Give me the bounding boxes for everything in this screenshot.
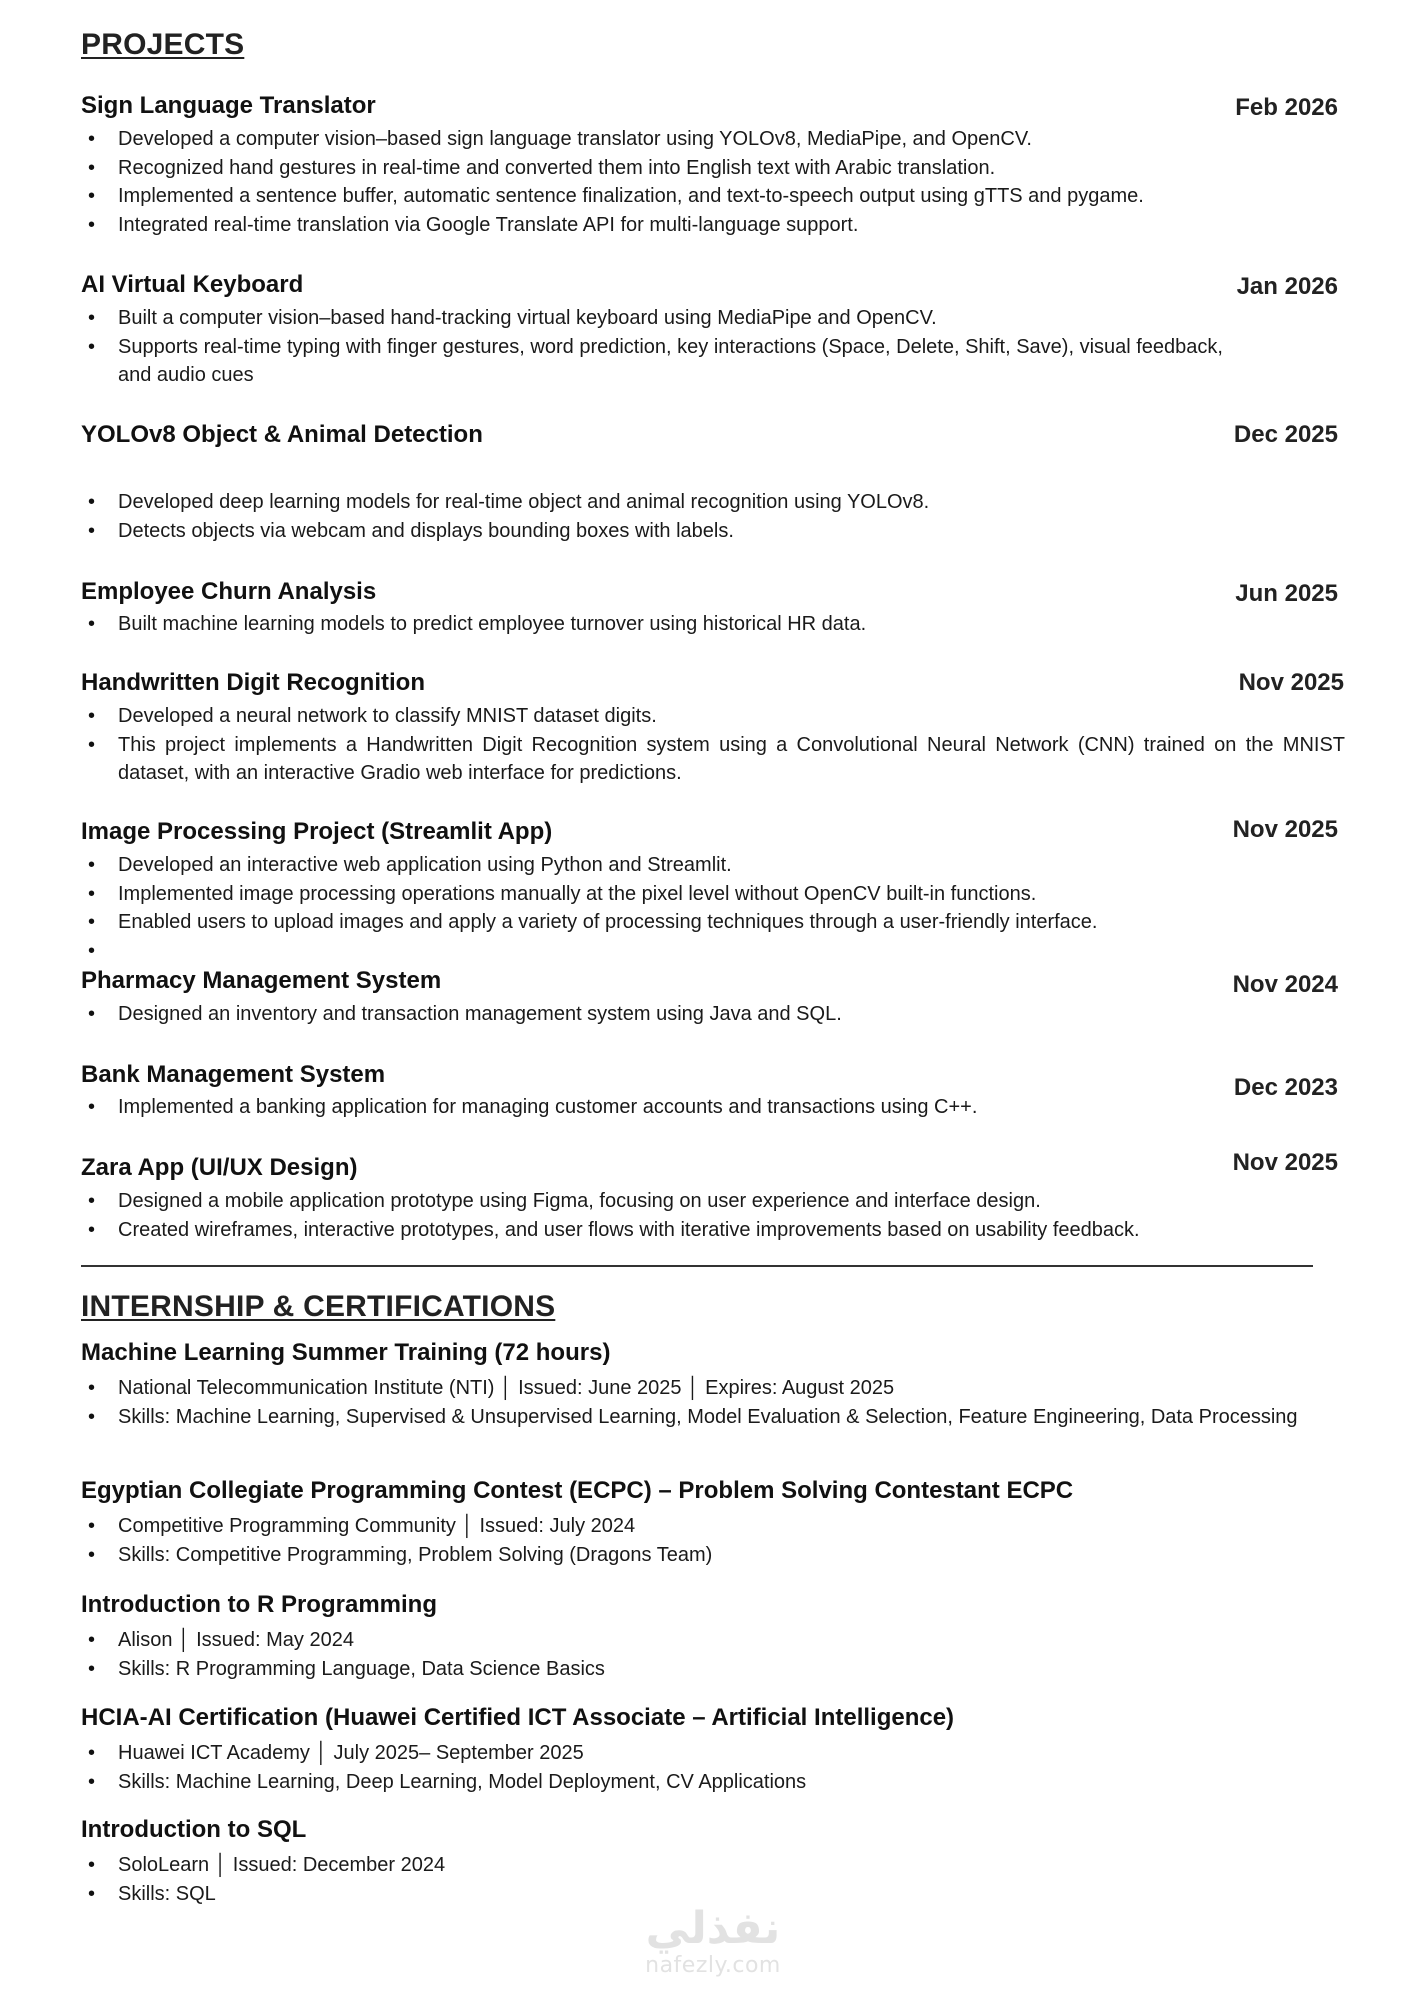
certification-title: Egyptian Collegiate Programming Contest (ECPC) – Problem Solving Contestant ECPC xyxy=(81,1477,1074,1504)
list-item: • Created wireframes, interactive prototypes, and user flows with iterative improvements based on usability feedback. xyxy=(81,1216,1345,1245)
empty-list-item xyxy=(81,937,1345,966)
project-title: Employee Churn Analysis xyxy=(81,578,377,605)
project-bullet-list xyxy=(81,851,1345,965)
list-item: • Designed a mobile application prototype using Figma, focusing on user experience and interface design. xyxy=(81,1187,1345,1216)
list-item: • This project implements a Handwritten Digit Recognition system using a Convolutional Neural Network (CNN) trained on the MNIST dataset, with an interactive Gradio web interface for predictions. xyxy=(81,731,1345,788)
project-date: Jun 2025 xyxy=(1235,580,1338,607)
project-bullet-list xyxy=(81,1093,1345,1122)
section-divider xyxy=(81,1265,1313,1267)
project-bullet-list xyxy=(81,125,1345,239)
list-item: • Developed deep learning models for real-time object and animal recognition using YOLOv8. xyxy=(81,488,1345,517)
list-item: • Developed a neural network to classify MNIST dataset digits. xyxy=(81,702,1345,731)
list-item: • Recognized hand gestures in real-time and converted them into English text with Arabic translation. xyxy=(81,154,1345,183)
certification-bullet-list xyxy=(81,1374,1345,1431)
project-title: Image Processing Project (Streamlit App) xyxy=(81,818,553,845)
certification-bullet-list xyxy=(81,1739,1345,1796)
list-item: • Competitive Programming Community │ Issued: July 2024 xyxy=(81,1512,1345,1541)
project-title: Handwritten Digit Recognition xyxy=(81,669,425,696)
list-item: • Supports real-time typing with finger gestures, word prediction, key interactions (Space, Delete, Shift, Save), visual feedback, and audio cues xyxy=(81,333,1261,390)
list-item: • Developed an interactive web application using Python and Streamlit. xyxy=(81,851,1345,880)
list-item: • Implemented a banking application for managing customer accounts and transactions using C++. xyxy=(81,1093,1345,1122)
certification-title: Introduction to SQL xyxy=(81,1816,307,1843)
list-item: • Built machine learning models to predict employee turnover using historical HR data. xyxy=(81,610,1345,639)
list-item: • Integrated real-time translation via Google Translate API for multi-language support. xyxy=(81,211,1345,240)
project-bullet-list xyxy=(81,1000,1345,1029)
section-heading-projects: PROJECTS xyxy=(81,28,245,61)
watermark-domain-text: nafezly.com xyxy=(645,1953,781,1978)
project-date: Dec 2025 xyxy=(1233,421,1338,448)
watermark-logo xyxy=(628,1905,798,1979)
project-bullet-list xyxy=(81,304,1261,390)
section-heading-certifications: INTERNSHIP & CERTIFICATIONS xyxy=(81,1290,556,1323)
project-bullet-list xyxy=(81,610,1345,639)
certification-bullet-list xyxy=(81,1626,1345,1683)
list-item: • Skills: SQL xyxy=(81,1880,1345,1909)
project-title: Pharmacy Management System xyxy=(81,967,442,994)
list-item: • Huawei ICT Academy │ July 2025– September 2025 xyxy=(81,1739,1345,1768)
certification-title: HCIA-AI Certification (Huawei Certified ICT Associate – Artificial Intelligence) xyxy=(81,1704,955,1731)
project-title: Bank Management System xyxy=(81,1061,386,1088)
certification-title: Introduction to R Programming xyxy=(81,1591,437,1618)
project-bullet-list xyxy=(81,1187,1345,1244)
project-date: Jan 2026 xyxy=(1236,273,1338,300)
list-item: • Skills: Competitive Programming, Problem Solving (Dragons Team) xyxy=(81,1541,1345,1570)
watermark-arabic-text: نفذلي xyxy=(645,1903,781,1954)
list-item: • SoloLearn │ Issued: December 2024 xyxy=(81,1851,1345,1880)
project-title: Sign Language Translator xyxy=(81,92,376,119)
project-date: Nov 2024 xyxy=(1232,971,1338,998)
list-item: • Enabled users to upload images and apply a variety of processing techniques through a user-friendly interface. xyxy=(81,908,1345,937)
project-bullet-list xyxy=(81,702,1345,788)
list-item: • Detects objects via webcam and displays bounding boxes with labels. xyxy=(81,517,1345,546)
project-title: Zara App (UI/UX Design) xyxy=(81,1154,358,1181)
project-date: Nov 2025 xyxy=(1238,669,1344,696)
list-item: • Skills: Machine Learning, Supervised & Unsupervised Learning, Model Evaluation & Selection, Feature Engineering, Data Processing xyxy=(81,1403,1345,1432)
project-date: Nov 2025 xyxy=(1232,816,1338,843)
list-item: • Implemented a sentence buffer, automatic sentence finalization, and text-to-speech output using gTTS and pygame. xyxy=(81,182,1345,211)
certification-title: Machine Learning Summer Training (72 hours) xyxy=(81,1339,611,1366)
project-title: YOLOv8 Object & Animal Detection xyxy=(81,421,483,448)
project-title: AI Virtual Keyboard xyxy=(81,271,304,298)
list-item: • Built a computer vision–based hand-tracking virtual keyboard using MediaPipe and OpenCV. xyxy=(81,304,1261,333)
project-date: Nov 2025 xyxy=(1232,1149,1338,1176)
list-item: • Implemented image processing operations manually at the pixel level without OpenCV built-in functions. xyxy=(81,880,1345,909)
list-item: • Developed a computer vision–based sign language translator using YOLOv8, MediaPipe, and OpenCV. xyxy=(81,125,1345,154)
certification-bullet-list xyxy=(81,1512,1345,1569)
list-item: • Skills: R Programming Language, Data Science Basics xyxy=(81,1655,1345,1684)
list-item: • National Telecommunication Institute (NTI) │ Issued: June 2025 │ Expires: August 2025 xyxy=(81,1374,1345,1403)
list-item: • Designed an inventory and transaction management system using Java and SQL. xyxy=(81,1000,1345,1029)
project-date: Dec 2023 xyxy=(1233,1074,1338,1101)
list-item: • Skills: Machine Learning, Deep Learning, Model Deployment, CV Applications xyxy=(81,1768,1345,1797)
list-item: • Alison │ Issued: May 2024 xyxy=(81,1626,1345,1655)
certification-bullet-list xyxy=(81,1851,1345,1908)
project-bullet-list xyxy=(81,488,1345,545)
project-date: Feb 2026 xyxy=(1235,94,1338,121)
